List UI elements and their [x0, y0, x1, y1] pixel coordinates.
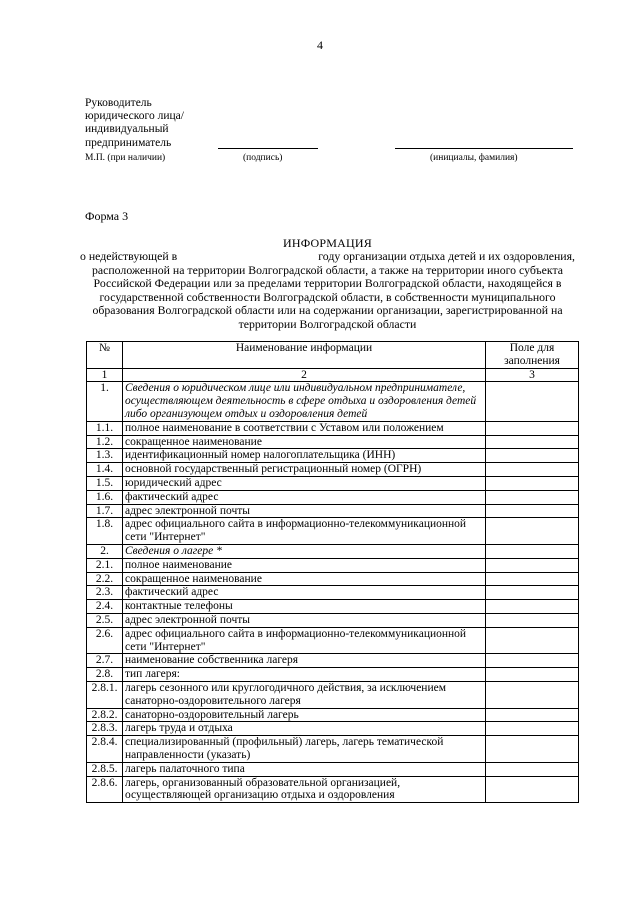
- row-number: 2.1.: [87, 558, 123, 572]
- fill-field[interactable]: [486, 382, 579, 421]
- row-number: 2.8.2.: [87, 708, 123, 722]
- table-row: [87, 504, 579, 518]
- table-column-number-row: [87, 368, 579, 382]
- signature-caption: (подпись): [243, 153, 283, 163]
- table-row: [87, 572, 579, 586]
- colnum-1: 1: [87, 368, 123, 382]
- fill-field[interactable]: [486, 613, 579, 627]
- fill-field[interactable]: [486, 518, 579, 545]
- information-table: [86, 341, 579, 803]
- row-number: 1.5.: [87, 476, 123, 490]
- row-description: специализированный (профильный) лагерь, лагерь тематической направленности (указать): [123, 736, 486, 763]
- row-description: идентификационный номер налогоплательщика (ИНН): [123, 449, 486, 463]
- table-header-row: [87, 342, 579, 369]
- row-number: 2.8.3.: [87, 722, 123, 736]
- row-number: 2.8.1.: [87, 681, 123, 708]
- table-row: [87, 490, 579, 504]
- row-description: фактический адрес: [123, 586, 486, 600]
- row-number: 1.3.: [87, 449, 123, 463]
- row-description: адрес официального сайта в информационно-телекоммуникационной сети "Интернет": [123, 627, 486, 654]
- form-label: Форма 3: [85, 209, 129, 223]
- fill-field[interactable]: [486, 435, 579, 449]
- fill-field[interactable]: [486, 600, 579, 614]
- signatory-line-4: предприниматель: [85, 136, 172, 149]
- row-number: 2.8.: [87, 668, 123, 682]
- row-number: 1.8.: [87, 518, 123, 545]
- table-row: [87, 476, 579, 490]
- table-row: [87, 722, 579, 736]
- row-number: 2.4.: [87, 600, 123, 614]
- table-row: [87, 776, 579, 803]
- page-number: 4: [317, 38, 323, 52]
- row-description: основной государственный регистрационный номер (ОГРН): [123, 463, 486, 477]
- row-description: адрес официального сайта в информационно-телекоммуникационной сети "Интернет": [123, 518, 486, 545]
- fill-field[interactable]: [486, 476, 579, 490]
- fill-field[interactable]: [486, 572, 579, 586]
- row-description: фактический адрес: [123, 490, 486, 504]
- row-number: 2.: [87, 544, 123, 558]
- table-row: [87, 421, 579, 435]
- table-row: [87, 613, 579, 627]
- row-description: лагерь сезонного или круглогодичного действия, за исключением санаторно-оздоровительного лагеря: [123, 681, 486, 708]
- table-row: [87, 654, 579, 668]
- name-underline: [395, 148, 573, 149]
- table-row: [87, 736, 579, 763]
- row-description: адрес электронной почты: [123, 613, 486, 627]
- row-description: лагерь труда и отдыха: [123, 722, 486, 736]
- signature-underline: [218, 148, 318, 149]
- fill-field[interactable]: [486, 776, 579, 803]
- fill-field[interactable]: [486, 762, 579, 776]
- row-number: 2.8.6.: [87, 776, 123, 803]
- name-caption: (инициалы, фамилия): [430, 153, 518, 163]
- row-description: Сведения о юридическом лице или индивидуальном предпринимателе, осуществляющем деятельность в сфере отдыха и оздоровления детей либо организующем отдых и оздоровления детей: [123, 382, 486, 421]
- row-description: наименование собственника лагеря: [123, 654, 486, 668]
- table-row: [87, 518, 579, 545]
- row-description: сокращенное наименование: [123, 572, 486, 586]
- fill-field[interactable]: [486, 463, 579, 477]
- fill-field[interactable]: [486, 449, 579, 463]
- header-name: Наименование информации: [123, 342, 486, 369]
- signatory-line-1: Руководитель: [85, 97, 152, 109]
- signature-block: [85, 97, 184, 150]
- info-line1-right: году организации отдыха детей и их оздоровления,: [318, 249, 575, 263]
- fill-field[interactable]: [486, 627, 579, 654]
- row-number: 2.5.: [87, 613, 123, 627]
- row-number: 2.7.: [87, 654, 123, 668]
- fill-field[interactable]: [486, 708, 579, 722]
- table-row: [87, 463, 579, 477]
- row-number: 2.8.4.: [87, 736, 123, 763]
- table-row: [87, 382, 579, 421]
- colnum-2: 2: [123, 368, 486, 382]
- fill-field[interactable]: [486, 654, 579, 668]
- fill-field[interactable]: [486, 681, 579, 708]
- stamp-caption: М.П. (при наличии): [85, 153, 166, 163]
- signatory-line-2: юридического лица/: [85, 110, 184, 123]
- row-description: юридический адрес: [123, 476, 486, 490]
- row-description: лагерь палаточного типа: [123, 762, 486, 776]
- row-description: полное наименование: [123, 558, 486, 572]
- row-number: 2.2.: [87, 572, 123, 586]
- fill-field[interactable]: [486, 736, 579, 763]
- row-description: лагерь, организованный образовательной организацией, осуществляющей организацию отдыха и оздоровления: [123, 776, 486, 803]
- row-number: 2.6.: [87, 627, 123, 654]
- info-line1-left: о недействующей в: [80, 249, 178, 263]
- fill-field[interactable]: [486, 668, 579, 682]
- row-number: 1.: [87, 382, 123, 421]
- table-row: [87, 708, 579, 722]
- row-number: 1.4.: [87, 463, 123, 477]
- fill-field[interactable]: [486, 490, 579, 504]
- header-number: №: [87, 342, 123, 369]
- row-description: санаторно-оздоровительный лагерь: [123, 708, 486, 722]
- header-field: Поле для заполнения: [486, 342, 579, 369]
- table-row: [87, 449, 579, 463]
- row-description: адрес электронной почты: [123, 504, 486, 518]
- table-row: [87, 681, 579, 708]
- table-row: [87, 627, 579, 654]
- row-description: Сведения о лагере *: [123, 544, 486, 558]
- table-row: [87, 586, 579, 600]
- fill-field[interactable]: [486, 504, 579, 518]
- row-description: контактные телефоны: [123, 600, 486, 614]
- fill-field[interactable]: [486, 421, 579, 435]
- fill-field[interactable]: [486, 586, 579, 600]
- fill-field[interactable]: [486, 544, 579, 558]
- signatory-line-3: индивидуальный: [85, 123, 169, 136]
- row-description: сокращенное наименование: [123, 435, 486, 449]
- fill-field[interactable]: [486, 722, 579, 736]
- row-number: 2.8.5.: [87, 762, 123, 776]
- table-row: [87, 558, 579, 572]
- row-number: 2.3.: [87, 586, 123, 600]
- table-row: [87, 600, 579, 614]
- row-number: 1.6.: [87, 490, 123, 504]
- row-description: полное наименование в соответствии с Уставом или положением: [123, 421, 486, 435]
- info-title: ИНФОРМАЦИЯ: [283, 236, 372, 250]
- table-row: [87, 668, 579, 682]
- info-subtitle: [80, 250, 575, 332]
- table-row: [87, 762, 579, 776]
- row-description: тип лагеря:: [123, 668, 486, 682]
- row-number: 1.7.: [87, 504, 123, 518]
- fill-field[interactable]: [486, 558, 579, 572]
- row-number: 1.1.: [87, 421, 123, 435]
- row-number: 1.2.: [87, 435, 123, 449]
- colnum-3: 3: [486, 368, 579, 382]
- table-row: [87, 544, 579, 558]
- table-row: [87, 435, 579, 449]
- info-rest: расположенной на территории Волгоградской области, а также на территории иного субъекта Российской Федерации или за пределами территории Волгоградской области, находящейся в государственной собственности Волгоградской области, в собственности муниципального образования Волгоградской области или на содержании организации, зарегистрированной на территории Волгоградской области: [92, 262, 563, 331]
